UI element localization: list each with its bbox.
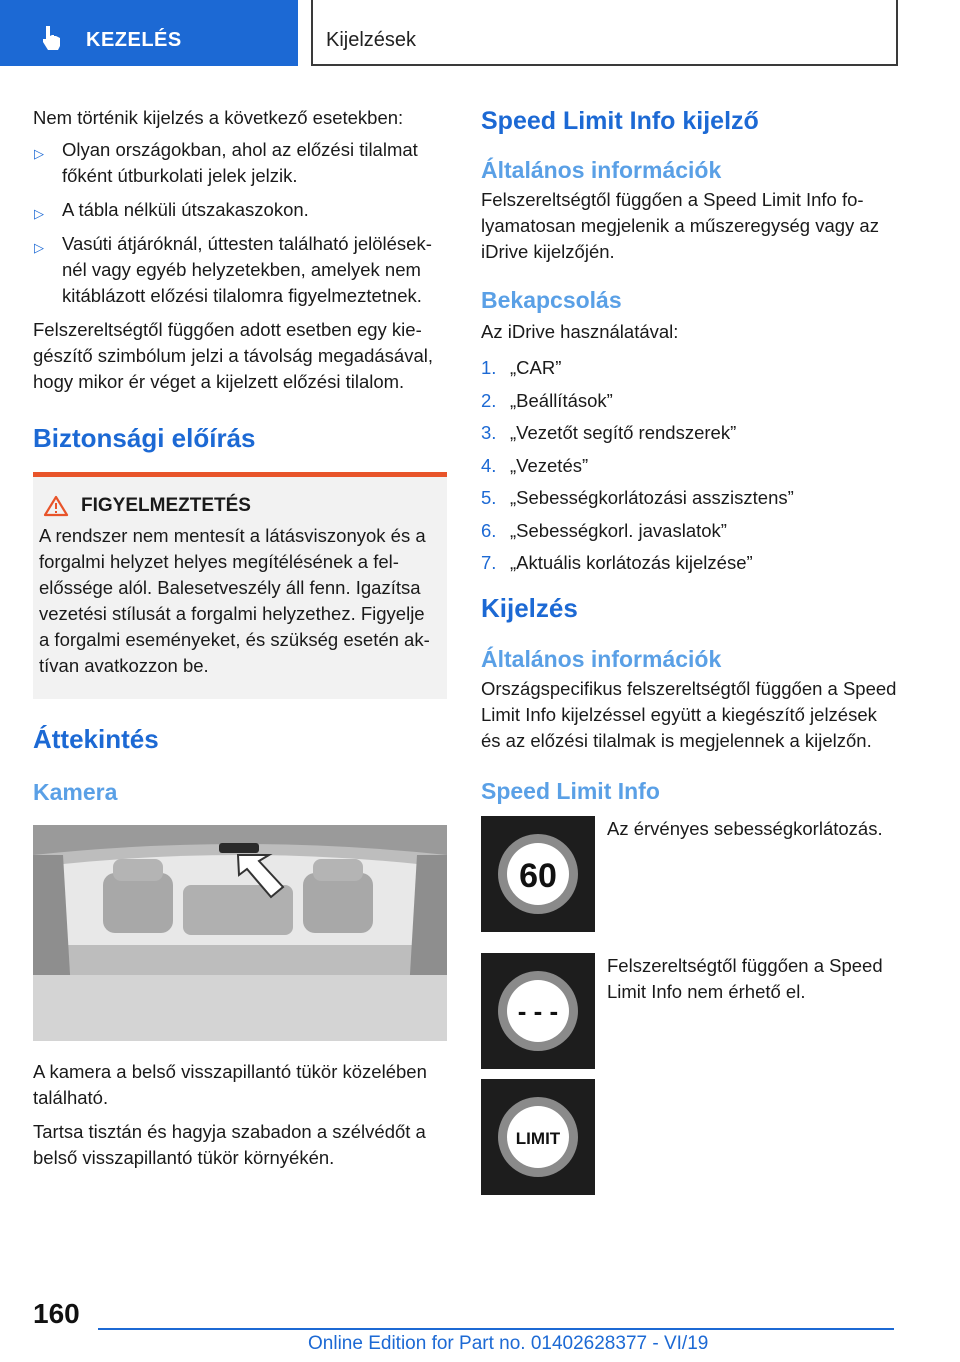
list-item: 2. „Beállítások”: [481, 389, 613, 411]
sign-list: [481, 816, 901, 1205]
exception-list: [33, 137, 447, 309]
triangle-bullet-icon: ▷: [34, 146, 44, 161]
sign-value: LIMIT: [515, 1129, 561, 1148]
warning-box: [33, 472, 447, 699]
triangle-bullet-icon: ▷: [34, 240, 44, 255]
list-item: ▷ Vasúti átjáróknál, úttesten található jelölések-nél vagy egyéb helyzetekben, amelyek nem kitáblázott előzési tilalomra figyelmeztetnek.: [34, 233, 432, 306]
sign-value: - - -: [517, 996, 559, 1026]
left-column: [33, 105, 447, 1171]
sli-heading: Speed Limit Info: [481, 778, 660, 804]
general-info-text-1: Felszereltségtől függően a Speed Limit Info fo-lyamatosan megjelenik a műszeregység vagy az iDrive kijelzőjén.: [481, 189, 879, 262]
car-interior-illustration: [33, 825, 447, 1041]
page-title-box: [311, 0, 898, 66]
sign-description: Az érvényes sebességkorlátozás.: [607, 818, 883, 839]
page-number: 160: [33, 1298, 80, 1329]
speed-limit-info-heading: Speed Limit Info kijelző: [481, 107, 759, 135]
activation-intro: Az iDrive használatával:: [481, 321, 679, 342]
limit-sign-icon: [481, 1079, 595, 1195]
list-item: 1. „CAR”: [481, 357, 562, 378]
safety-heading: Biztonsági előírás: [33, 423, 256, 453]
general-info-text-2: Országspecifikus felszereltségtől függően a Speed Limit Info kijelzéssel együtt a kiegészítő jelzések és az előzési tilalmak is megjelennek a kijelzőn.: [481, 678, 897, 751]
activation-steps: [481, 355, 901, 576]
warning-triangle-icon: [43, 495, 69, 517]
camera-location-image: [33, 825, 447, 1041]
sign-row-speed: [481, 816, 901, 953]
triangle-bullet-icon: ▷: [34, 206, 44, 221]
page-title: Kijelzések: [326, 29, 417, 51]
overview-heading: Áttekintés: [33, 724, 159, 754]
equipment-note: Felszereltségtől függően adott esetben egy kie-gészítő szimbólum jelzi a távolság megadásával, hogy mikor ér véget a kijelzett előzési tilalom.: [33, 319, 433, 392]
list-item: 5. „Sebességkorlátozási asszisztens”: [481, 487, 794, 508]
list-item: ▷ A tábla nélküli útszakaszokon.: [33, 197, 447, 223]
camera-caption-2: Tartsa tisztán és hagyja szabadon a szélvédőt a belső visszapillantó tükör környékén.: [33, 1121, 426, 1168]
camera-heading: Kamera: [33, 779, 118, 805]
sign-row-unavailable: [481, 953, 901, 1079]
sign-value: 60: [519, 857, 557, 895]
list-item: ▷ Olyan országokban, ahol az előzési tilalmat főként útburkolati jelek jelzik.: [34, 139, 418, 186]
list-item: 7. „Aktuális korlátozás kijelzése”: [481, 552, 753, 573]
display-heading: Kijelzés: [481, 593, 578, 623]
section-tab[interactable]: [0, 0, 298, 66]
edition-text: Online Edition for Part no. 01402628377 - VI/19: [308, 1333, 709, 1354]
no-info-sign-icon: [481, 953, 595, 1069]
section-label: KEZELÉS: [86, 29, 182, 51]
list-item: 6. „Sebességkorl. javaslatok”: [481, 519, 727, 541]
sign-row-limit: [481, 1079, 901, 1205]
speed-limit-sign-icon: [481, 816, 595, 932]
warning-title: FIGYELMEZTETÉS: [81, 495, 251, 516]
list-item: 4. „Vezetés”: [481, 454, 589, 476]
sign-description: Felszereltségtől függően a Speed Limit Info nem érhető el.: [607, 955, 883, 1002]
right-column: [481, 105, 901, 1205]
camera-caption-1: A kamera a belső visszapillantó tükör közelében található.: [33, 1061, 427, 1108]
general-info-heading-2: Általános információk: [481, 646, 722, 672]
intro-text: Nem történik kijelzés a következő esetekben:: [33, 107, 404, 128]
hand-pointer-icon: [40, 24, 64, 52]
warning-text: A rendszer nem mentesít a látásviszonyok és a forgalmi helyzet helyes megítélésének a fel-előssége alól. Balesetveszély áll fenn. Igazítsa vezetési stílusát a forgalmi helyzethez. Figyelje a forgalmi eseményeket, és szükség esetén ak-tívan avatkozzon be.: [39, 525, 430, 676]
footer-divider: [98, 1328, 894, 1330]
activation-heading: Bekapcsolás: [481, 287, 622, 313]
general-info-heading-1: Általános információk: [481, 157, 722, 183]
list-item: 3. „Vezetőt segítő rendszerek”: [481, 422, 737, 443]
